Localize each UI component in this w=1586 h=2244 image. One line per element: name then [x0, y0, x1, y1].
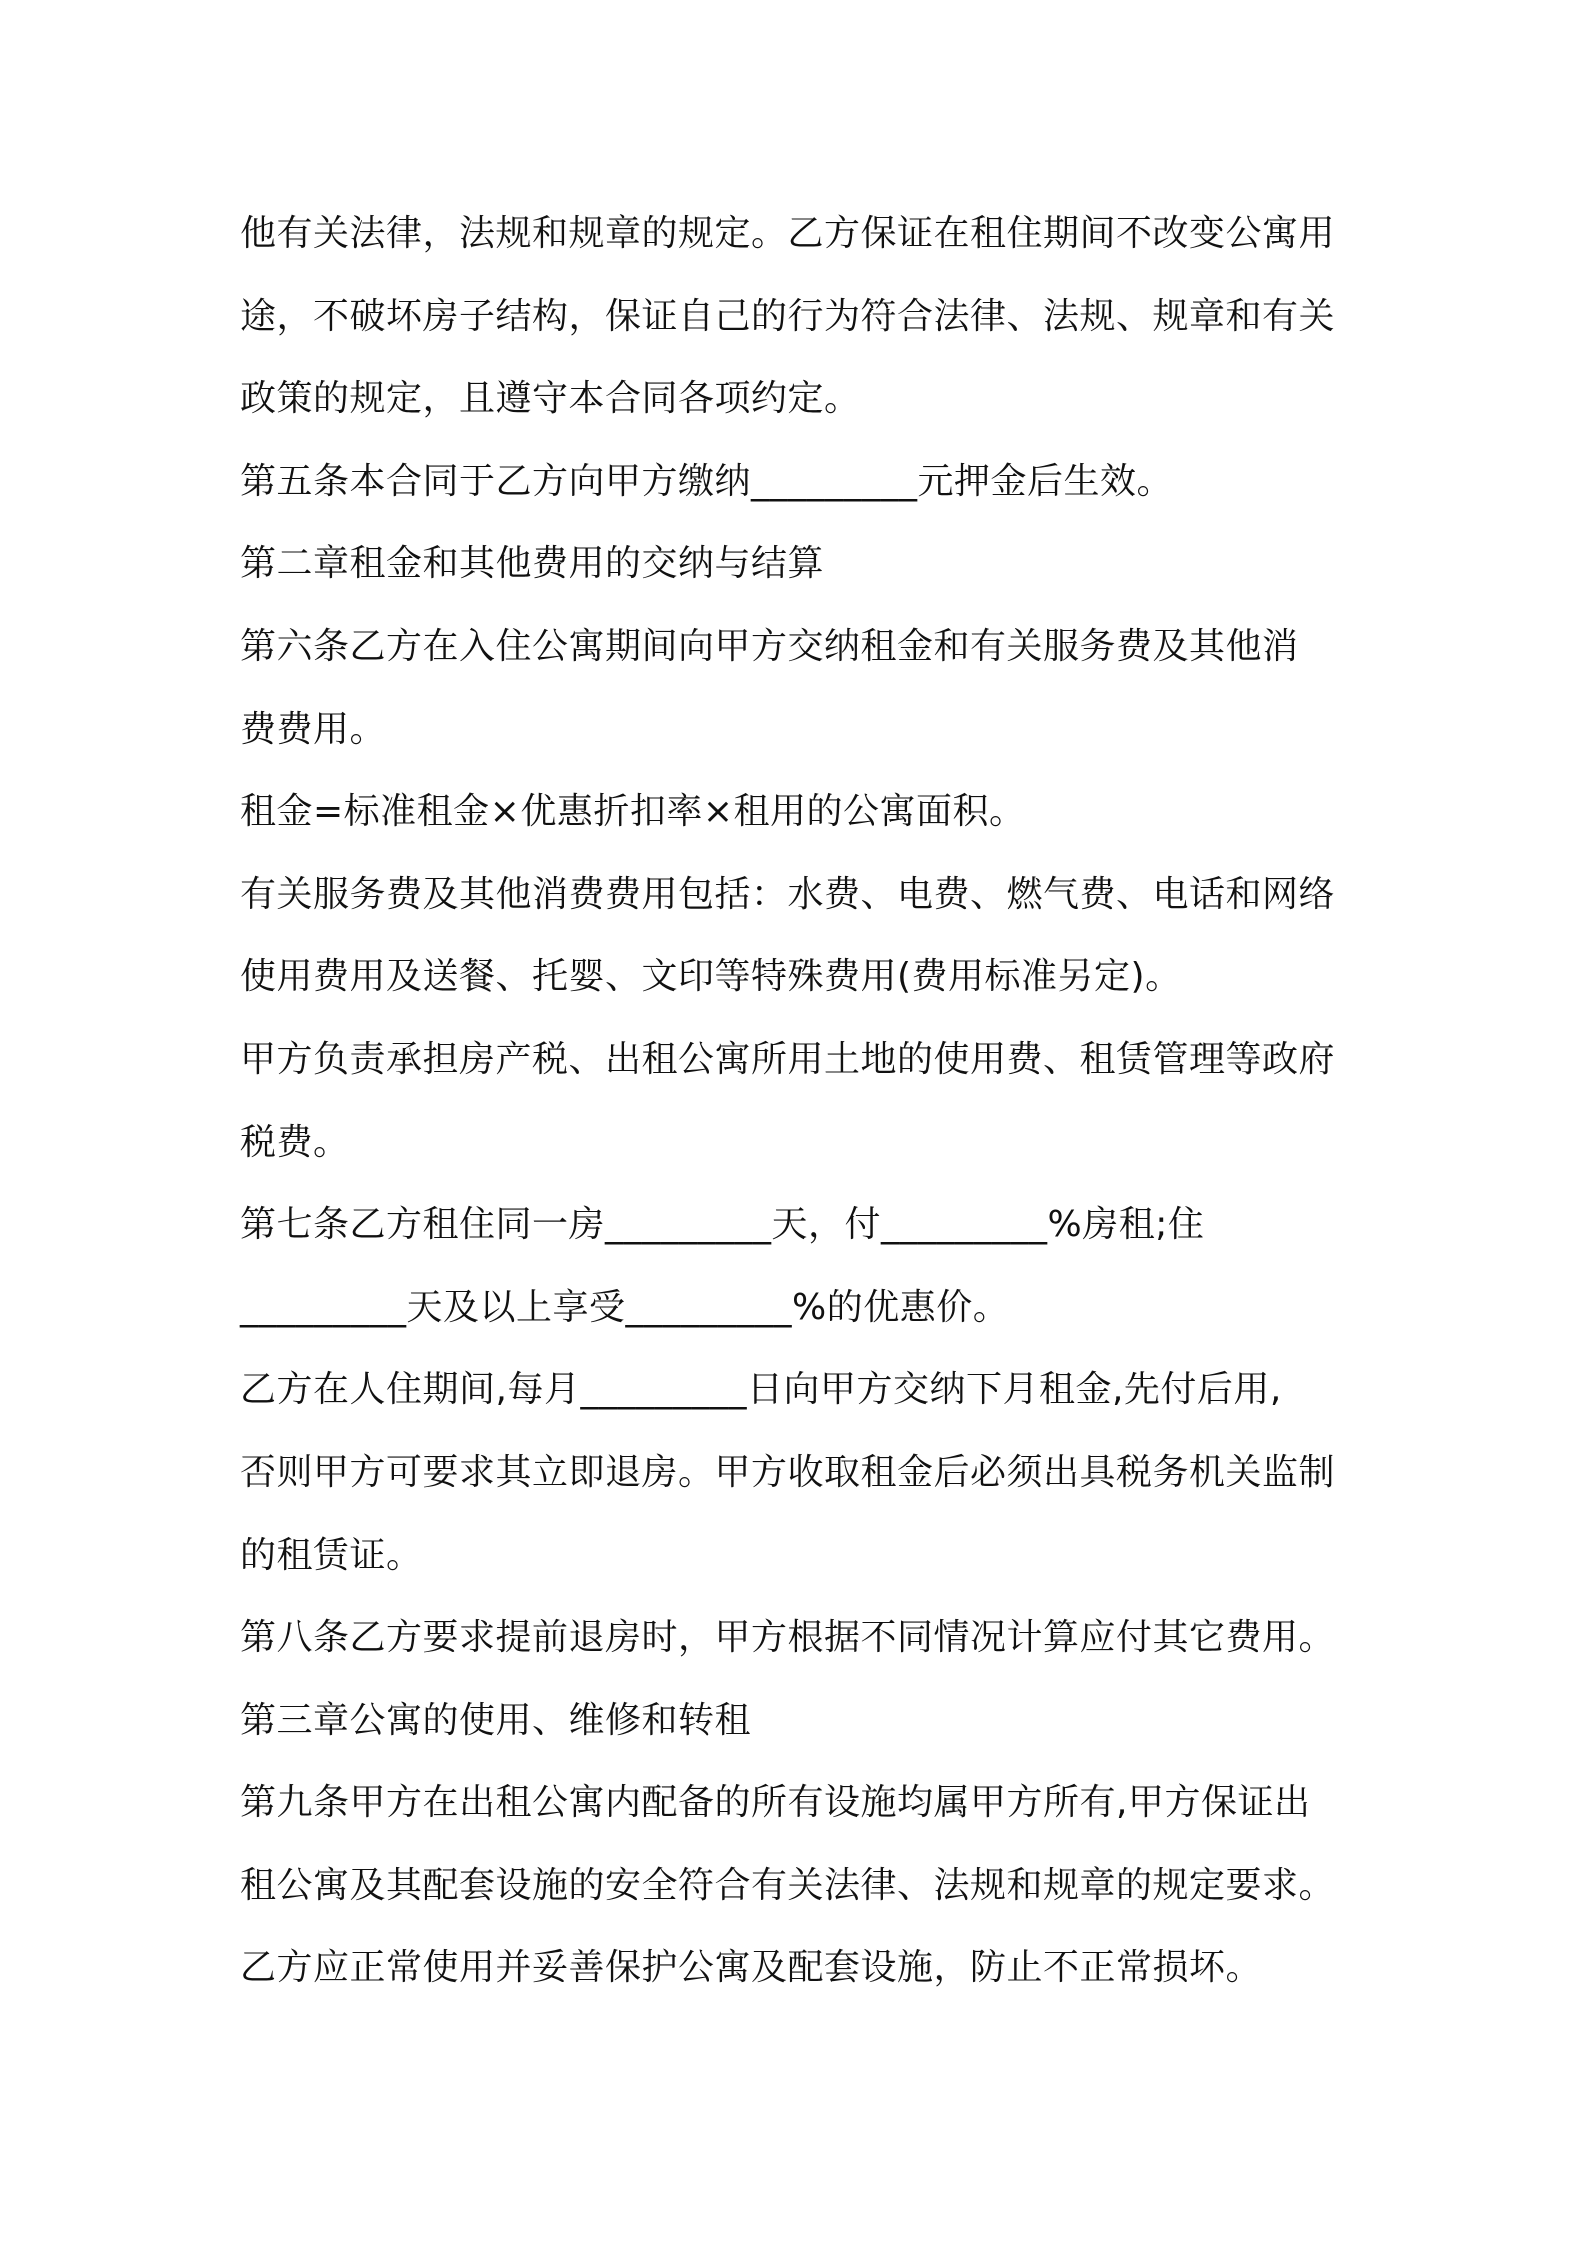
text-line: 乙方在人住期间,每月_________日向甲方交纳下月租金,先付后用, — [240, 1369, 1282, 1411]
article-7-line: 第七条乙方租住同一房_________天，付_________%房租;住 — [240, 1204, 1205, 1246]
document-body — [240, 193, 1370, 2010]
rent-formula-line: 租金=标准租金×优惠折扣率×租用的公寓面积。 — [240, 791, 1026, 833]
text-line: 有关服务费及其他消费费用包括：水费、电费、燃气费、电话和网络 — [240, 873, 1336, 915]
text-line: _________天及以上享受_________%的优惠价。 — [240, 1286, 1010, 1328]
text-line: 否则甲方可要求其立即退房。甲方收取租金后必须出具税务机关监制 — [240, 1451, 1336, 1493]
text-line: 租公寓及其配套设施的安全符合有关法律、法规和规章的规定要求。 — [240, 1864, 1336, 1906]
article-8-line: 第八条乙方要求提前退房时，甲方根据不同情况计算应付其它费用。 — [240, 1617, 1336, 1659]
chapter-3-heading: 第三章公寓的使用、维修和转租 — [240, 1699, 752, 1741]
text-line: 税费。 — [240, 1121, 350, 1163]
text-line: 他有关法律，法规和规章的规定。乙方保证在租住期间不改变公寓用 — [240, 213, 1336, 254]
text-line: 乙方应正常使用并妥善保护公寓及配套设施，防止不正常损坏。 — [240, 1947, 1263, 1989]
text-line: 政策的规定，且遵守本合同各项约定。 — [240, 378, 861, 420]
chapter-2-heading: 第二章租金和其他费用的交纳与结算 — [240, 543, 825, 585]
article-6-line: 第六条乙方在入住公寓期间向甲方交纳租金和有关服务费及其他消 — [240, 625, 1299, 667]
article-5-line: 第五条本合同于乙方向甲方缴纳_________元押金后生效。 — [240, 460, 1174, 502]
text-line: 途，不破坏房子结构，保证自己的行为符合法律、法规、规章和有关 — [240, 295, 1336, 337]
text-line: 使用费用及送餐、托婴、文印等特殊费用(费用标准另定)。 — [240, 956, 1182, 998]
text-line: 甲方负责承担房产税、出租公寓所用土地的使用费、租赁管理等政府 — [240, 1038, 1336, 1080]
text-line: 的租赁证。 — [240, 1534, 423, 1576]
article-9-line: 第九条甲方在出租公寓内配备的所有设施均属甲方所有,甲方保证出 — [240, 1782, 1311, 1824]
text-line: 费费用。 — [240, 708, 387, 750]
